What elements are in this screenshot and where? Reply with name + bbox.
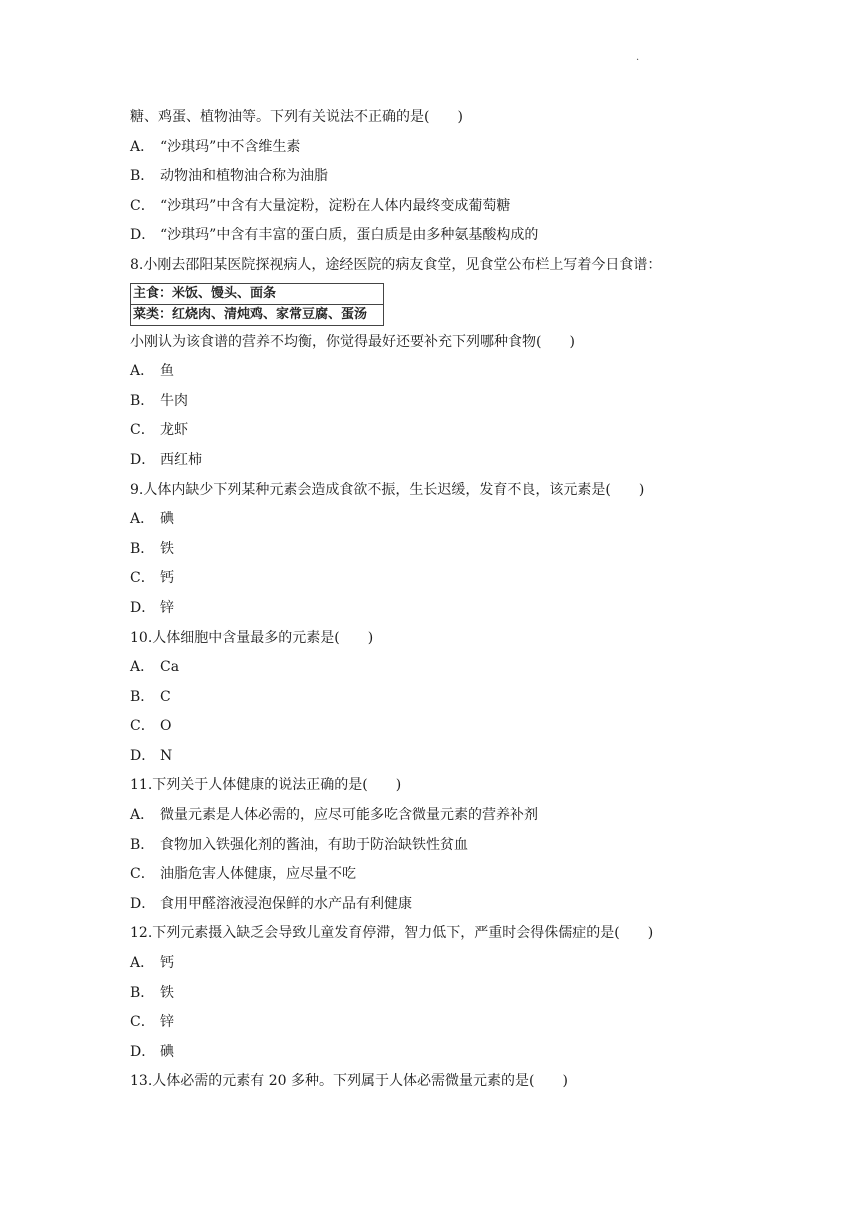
option-letter: B．	[130, 168, 155, 185]
q11-option-a	[130, 801, 750, 831]
q7-option-a	[130, 133, 750, 163]
option-text: C	[160, 688, 171, 705]
option-text: 碘	[160, 1043, 174, 1060]
q9-option-d	[130, 594, 750, 624]
q7-option-b	[130, 162, 750, 192]
option-text: 食用甲醛溶液浸泡保鲜的水产品有利健康	[160, 895, 412, 912]
q9-option-b	[130, 535, 750, 565]
option-text: O	[160, 718, 172, 735]
menu-board	[130, 283, 384, 326]
option-letter: D．	[130, 599, 156, 616]
option-text: Ca	[160, 659, 180, 676]
option-letter: C．	[130, 1014, 155, 1031]
option-letter: D．	[130, 895, 156, 912]
option-text: 龙虾	[160, 422, 188, 439]
q8-option-b	[130, 387, 750, 417]
option-letter: D．	[130, 227, 156, 244]
option-text: 鱼	[160, 363, 174, 380]
option-letter: C．	[130, 570, 155, 587]
option-letter: A．	[130, 807, 155, 824]
q10-option-c	[130, 712, 750, 742]
q10-option-b	[130, 683, 750, 713]
q13-stem: 13.人体必需的元素有 20 多种。下列属于人体必需微量元素的是( )	[130, 1073, 568, 1090]
option-letter: C．	[130, 866, 155, 883]
option-text: N	[160, 747, 173, 764]
option-letter: B．	[130, 984, 155, 1001]
option-letter: A．	[130, 363, 155, 380]
option-text: “沙琪玛”中含有大量淀粉，淀粉在人体内最终变成葡萄糖	[160, 197, 511, 214]
q12-option-d	[130, 1038, 750, 1068]
menu-dishes: 菜类：红烧肉、清炖鸡、家常豆腐、蛋汤	[131, 304, 383, 325]
q9-option-c	[130, 564, 750, 594]
q7-option-d	[130, 221, 750, 251]
option-letter: C．	[130, 718, 155, 735]
option-text: 锌	[160, 599, 174, 616]
option-letter: B．	[130, 688, 155, 705]
q10-option-a	[130, 653, 750, 683]
header-mark: ·	[636, 55, 640, 66]
option-text: 铁	[160, 984, 174, 1001]
option-letter: D．	[130, 451, 156, 468]
q8-option-a	[130, 357, 750, 387]
option-letter: D．	[130, 1043, 156, 1060]
q11-stem: 11.下列关于人体健康的说法正确的是( )	[130, 777, 402, 794]
option-text: 牛肉	[160, 392, 188, 409]
option-text: 锌	[160, 1014, 174, 1031]
option-text: 微量元素是人体必需的，应尽可能多吃含微量元素的营养补剂	[160, 807, 538, 824]
q12-option-a	[130, 949, 750, 979]
option-text: 钙	[160, 955, 174, 972]
option-letter: C．	[130, 422, 155, 439]
q8-stem-2: 小刚认为该食谱的营养不均衡，你觉得最好还要补充下列哪种食物( )	[130, 333, 575, 350]
q10-option-d	[130, 742, 750, 772]
option-text: 油脂危害人体健康，应尽量不吃	[160, 866, 356, 883]
option-text: 铁	[160, 540, 174, 557]
option-text: 食物加入铁强化剂的酱油，有助于防治缺铁性贫血	[160, 836, 468, 853]
option-letter: B．	[130, 540, 155, 557]
q7-option-c	[130, 192, 750, 222]
option-text: 动物油和植物油合称为油脂	[160, 168, 328, 185]
q8-option-c	[130, 416, 750, 446]
q12-stem: 12.下列元素摄入缺乏会导致儿童发育停滞，智力低下，严重时会得侏儒症的是( )	[130, 925, 654, 942]
option-text: 碘	[160, 511, 174, 528]
q12-option-c	[130, 1008, 750, 1038]
q11-option-d	[130, 890, 750, 920]
option-text: 钙	[160, 570, 174, 587]
option-letter: D．	[130, 747, 156, 764]
option-text: “沙琪玛”中含有丰富的蛋白质，蛋白质是由多种氨基酸构成的	[160, 227, 539, 244]
q8-option-d	[130, 446, 750, 476]
option-letter: A．	[130, 659, 155, 676]
menu-staple: 主食：米饭、馒头、面条	[133, 285, 277, 301]
option-letter: A．	[130, 955, 155, 972]
q10-stem: 10.人体细胞中含量最多的元素是( )	[130, 629, 374, 646]
q11-option-b	[130, 831, 750, 861]
option-letter: A．	[130, 511, 155, 528]
option-letter: B．	[130, 392, 155, 409]
q8-menu-row	[130, 281, 750, 328]
q11-option-c	[130, 860, 750, 890]
q7-stem: 糖、鸡蛋、植物油等。下列有关说法不正确的是( )	[130, 109, 463, 125]
option-letter: C．	[130, 197, 155, 214]
q9-option-a	[130, 505, 750, 535]
option-text: “沙琪玛”中不含维生素	[160, 138, 301, 155]
q9-stem: 9.人体内缺少下列某种元素会造成食欲不振，生长迟缓，发育不良，该元素是( )	[130, 481, 645, 498]
option-letter: A．	[130, 138, 155, 155]
q8-stem: 8.小刚去邵阳某医院探视病人，途经医院的病友食堂，见食堂公布栏上写着今日食谱：	[130, 256, 662, 273]
question-content	[130, 103, 750, 1097]
q12-option-b	[130, 979, 750, 1009]
option-text: 西红柿	[160, 451, 202, 468]
option-letter: B．	[130, 836, 155, 853]
